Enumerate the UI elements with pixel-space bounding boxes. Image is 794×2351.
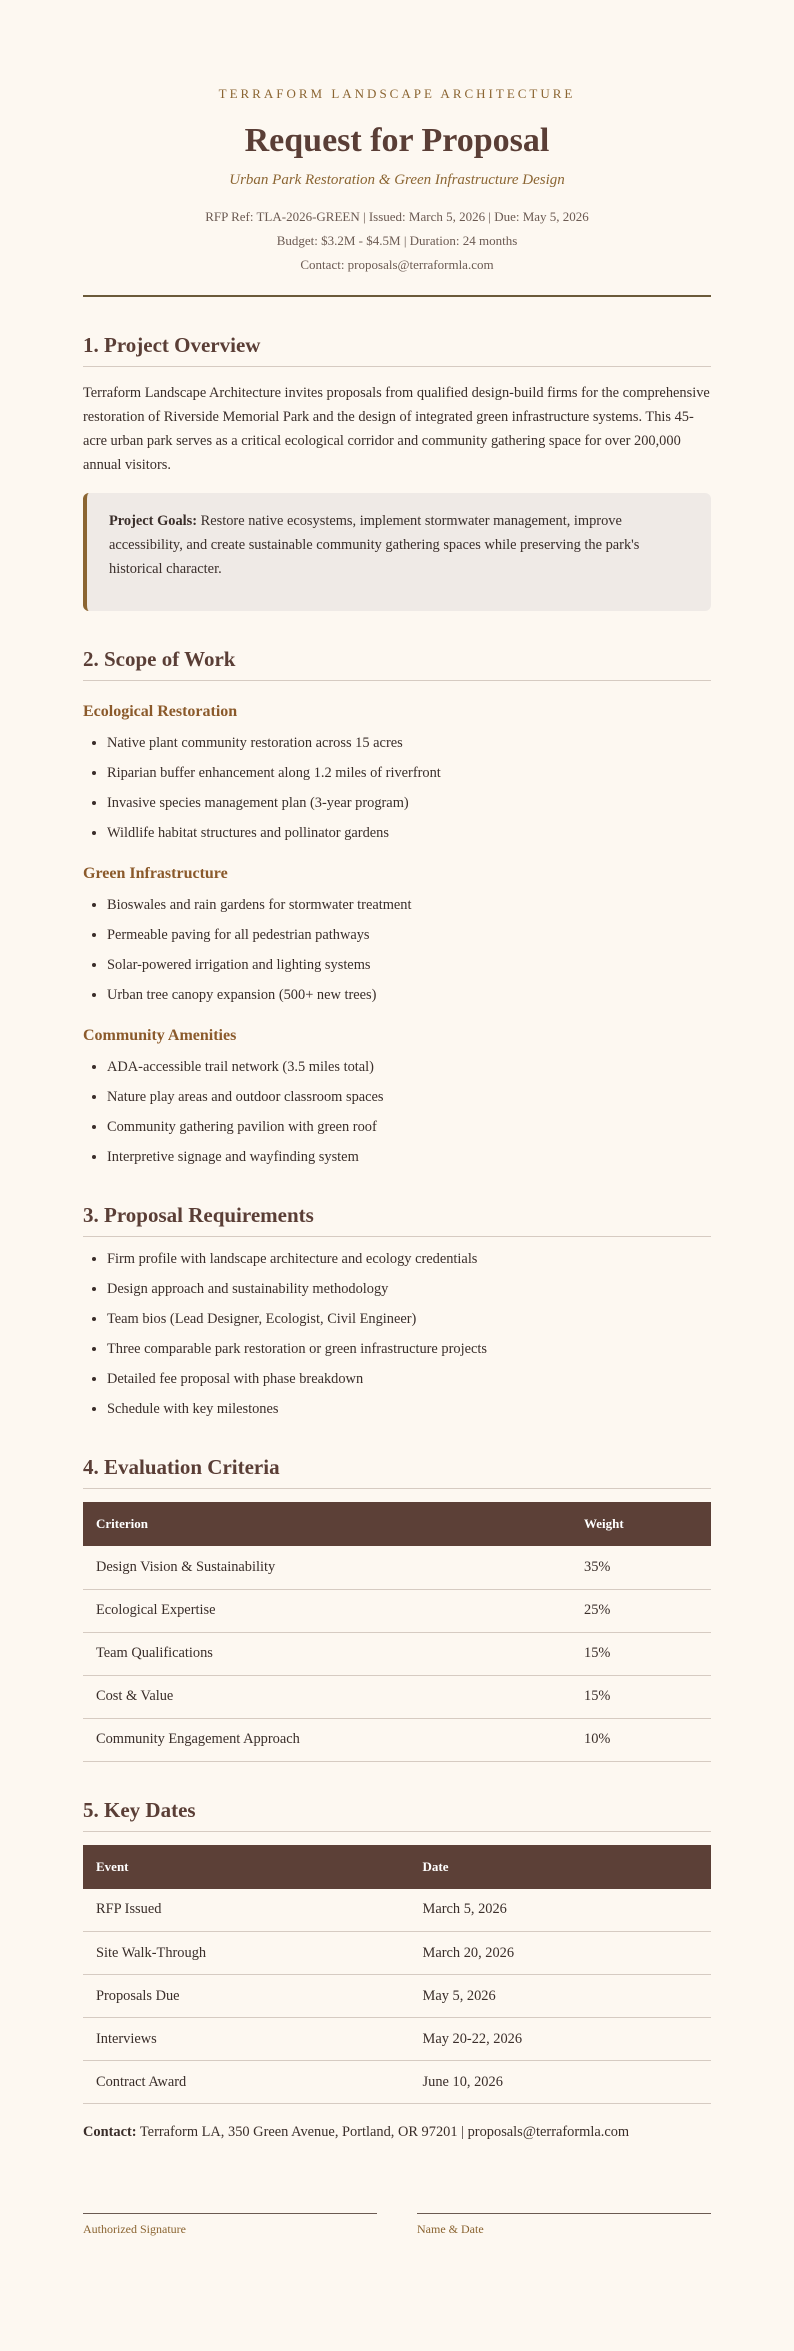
overview-paragraph: Terraform Landscape Architecture invites proposals from qualified design-build firms for the comprehensive restoration of Riverside Memorial Park and the design of integrated green infrastructure systems. This 45-acre urban park serves as a critical ecological corridor and community gathering space for over 200,000 annual visitors. [83,385,710,473]
table-cell: Ecological Expertise [83,1589,571,1632]
table-header-row [83,1502,711,1546]
list-item: • Design approach and sustainability methodology [107,1279,711,1299]
rfp-meta-line: RFP Ref: TLA-2026-GREEN | Issued: March 5, 2026 | Due: May 5, 2026 [205,209,589,224]
document-title: Request for Proposal [244,122,550,159]
scope-groups [83,703,711,1167]
table-cell: Contract Award [83,2061,410,2104]
evaluation-table [83,1502,711,1762]
section-heading-overview: 1. Project Overview [83,333,711,367]
table-row [83,2061,711,2104]
list-item: • Detailed fee proposal with phase breakdown [107,1369,711,1389]
list-item: • Permeable paving for all pedestrian pathways [107,925,711,945]
table-cell: Site Walk-Through [83,1932,410,1975]
table-row [83,1632,711,1675]
scope-list [83,733,711,843]
table-cell: 25% [571,1589,711,1632]
list-item: • Urban tree canopy expansion (500+ new trees) [107,985,711,1005]
table-cell: Team Qualifications [83,1632,571,1675]
evaluation-table-body [83,1546,711,1761]
list-item: • ADA-accessible trail network (3.5 miles total) [107,1057,711,1077]
name-date-line: Name & Date [417,2213,711,2237]
column-header-date: Date [410,1845,711,1889]
key-dates-table-body [83,1889,711,2104]
table-row [83,1589,711,1632]
table-row [83,1718,711,1761]
list-item: • Interpretive signage and wayfinding system [107,1147,711,1167]
list-item: • Nature play areas and outdoor classroom spaces [107,1087,711,1107]
list-item: • Bioswales and rain gardens for stormwater treatment [107,895,711,915]
section-heading-evaluation: 4. Evaluation Criteria [83,1455,711,1489]
table-row [83,1675,711,1718]
header-divider [83,295,711,297]
rfp-meta-line: Budget: $3.2M - $4.5M | Duration: 24 months [276,233,518,248]
contact-text: Terraform LA, 350 Green Avenue, Portland, OR 97201 | proposals@terraformla.com [136,2124,630,2140]
project-goals-label: Project Goals: [109,513,198,529]
scope-list [83,895,711,1005]
table-header-row [83,1845,711,1889]
table-cell: Design Vision & Sustainability [83,1546,571,1589]
project-goals-text: Restore native ecosystems, implement stormwater management, improve accessibility, and create sustainable community gathering spaces while preserving the park's historical character. [109,513,640,577]
section-heading-dates: 5. Key Dates [83,1798,711,1832]
rfp-meta [83,205,711,277]
contact-line [83,2124,711,2141]
list-item: • Riparian buffer enhancement along 1.2 miles of riverfront [107,763,711,783]
table-row [83,1932,711,1975]
scope-list [83,1057,711,1167]
table-cell: Interviews [83,2018,410,2061]
company-name: TERRAFORM LANDSCAPE ARCHITECTURE [218,86,576,101]
table-cell: 15% [571,1632,711,1675]
table-cell: June 10, 2026 [410,2061,711,2104]
authorized-signature-line: Authorized Signature [83,2213,377,2237]
table-cell: Cost & Value [83,1675,571,1718]
key-dates-table [83,1845,711,2105]
list-item: • Team bios (Lead Designer, Ecologist, Civil Engineer) [107,1309,711,1329]
table-cell: 10% [571,1718,711,1761]
table-cell: March 5, 2026 [410,1889,711,1932]
list-item: • Community gathering pavilion with green roof [107,1117,711,1137]
rfp-meta-line: Contact: proposals@terraformla.com [300,257,494,272]
list-item: • Three comparable park restoration or green infrastructure projects [107,1339,711,1359]
table-cell: Community Engagement Approach [83,1718,571,1761]
document-header [83,86,711,277]
table-cell: Proposals Due [83,1975,410,2018]
table-cell: RFP Issued [83,1889,410,1932]
column-header-event: Event [83,1845,410,1889]
table-cell: March 20, 2026 [410,1932,711,1975]
table-cell: 15% [571,1675,711,1718]
project-goals-callout [83,493,711,611]
table-cell: May 20-22, 2026 [410,2018,711,2061]
table-row [83,2018,711,2061]
table-cell: May 5, 2026 [410,1975,711,2018]
table-cell: 35% [571,1546,711,1589]
column-header-weight: Weight [571,1502,711,1546]
table-row [83,1975,711,2018]
list-item: • Native plant community restoration across 15 acres [107,733,711,753]
list-item: • Solar-powered irrigation and lighting systems [107,955,711,975]
table-row [83,1889,711,1932]
section-heading-requirements: 3. Proposal Requirements [83,1203,711,1237]
requirements-list [83,1249,711,1419]
list-item: • Schedule with key milestones [107,1399,711,1419]
column-header-criterion: Criterion [83,1502,571,1546]
contact-label: Contact: [83,2124,137,2140]
table-row [83,1546,711,1589]
section-heading-scope: 2. Scope of Work [83,647,711,681]
list-item: • Wildlife habitat structures and pollinator gardens [107,823,711,843]
scope-subheading: Community Amenities [83,1027,237,1044]
signature-block [83,2213,711,2237]
scope-subheading: Ecological Restoration [83,703,238,720]
list-item: • Invasive species management plan (3-year program) [107,793,711,813]
list-item: • Firm profile with landscape architecture and ecology credentials [107,1249,711,1269]
scope-subheading: Green Infrastructure [83,865,228,882]
document-subtitle: Urban Park Restoration & Green Infrastructure Design [229,172,565,188]
